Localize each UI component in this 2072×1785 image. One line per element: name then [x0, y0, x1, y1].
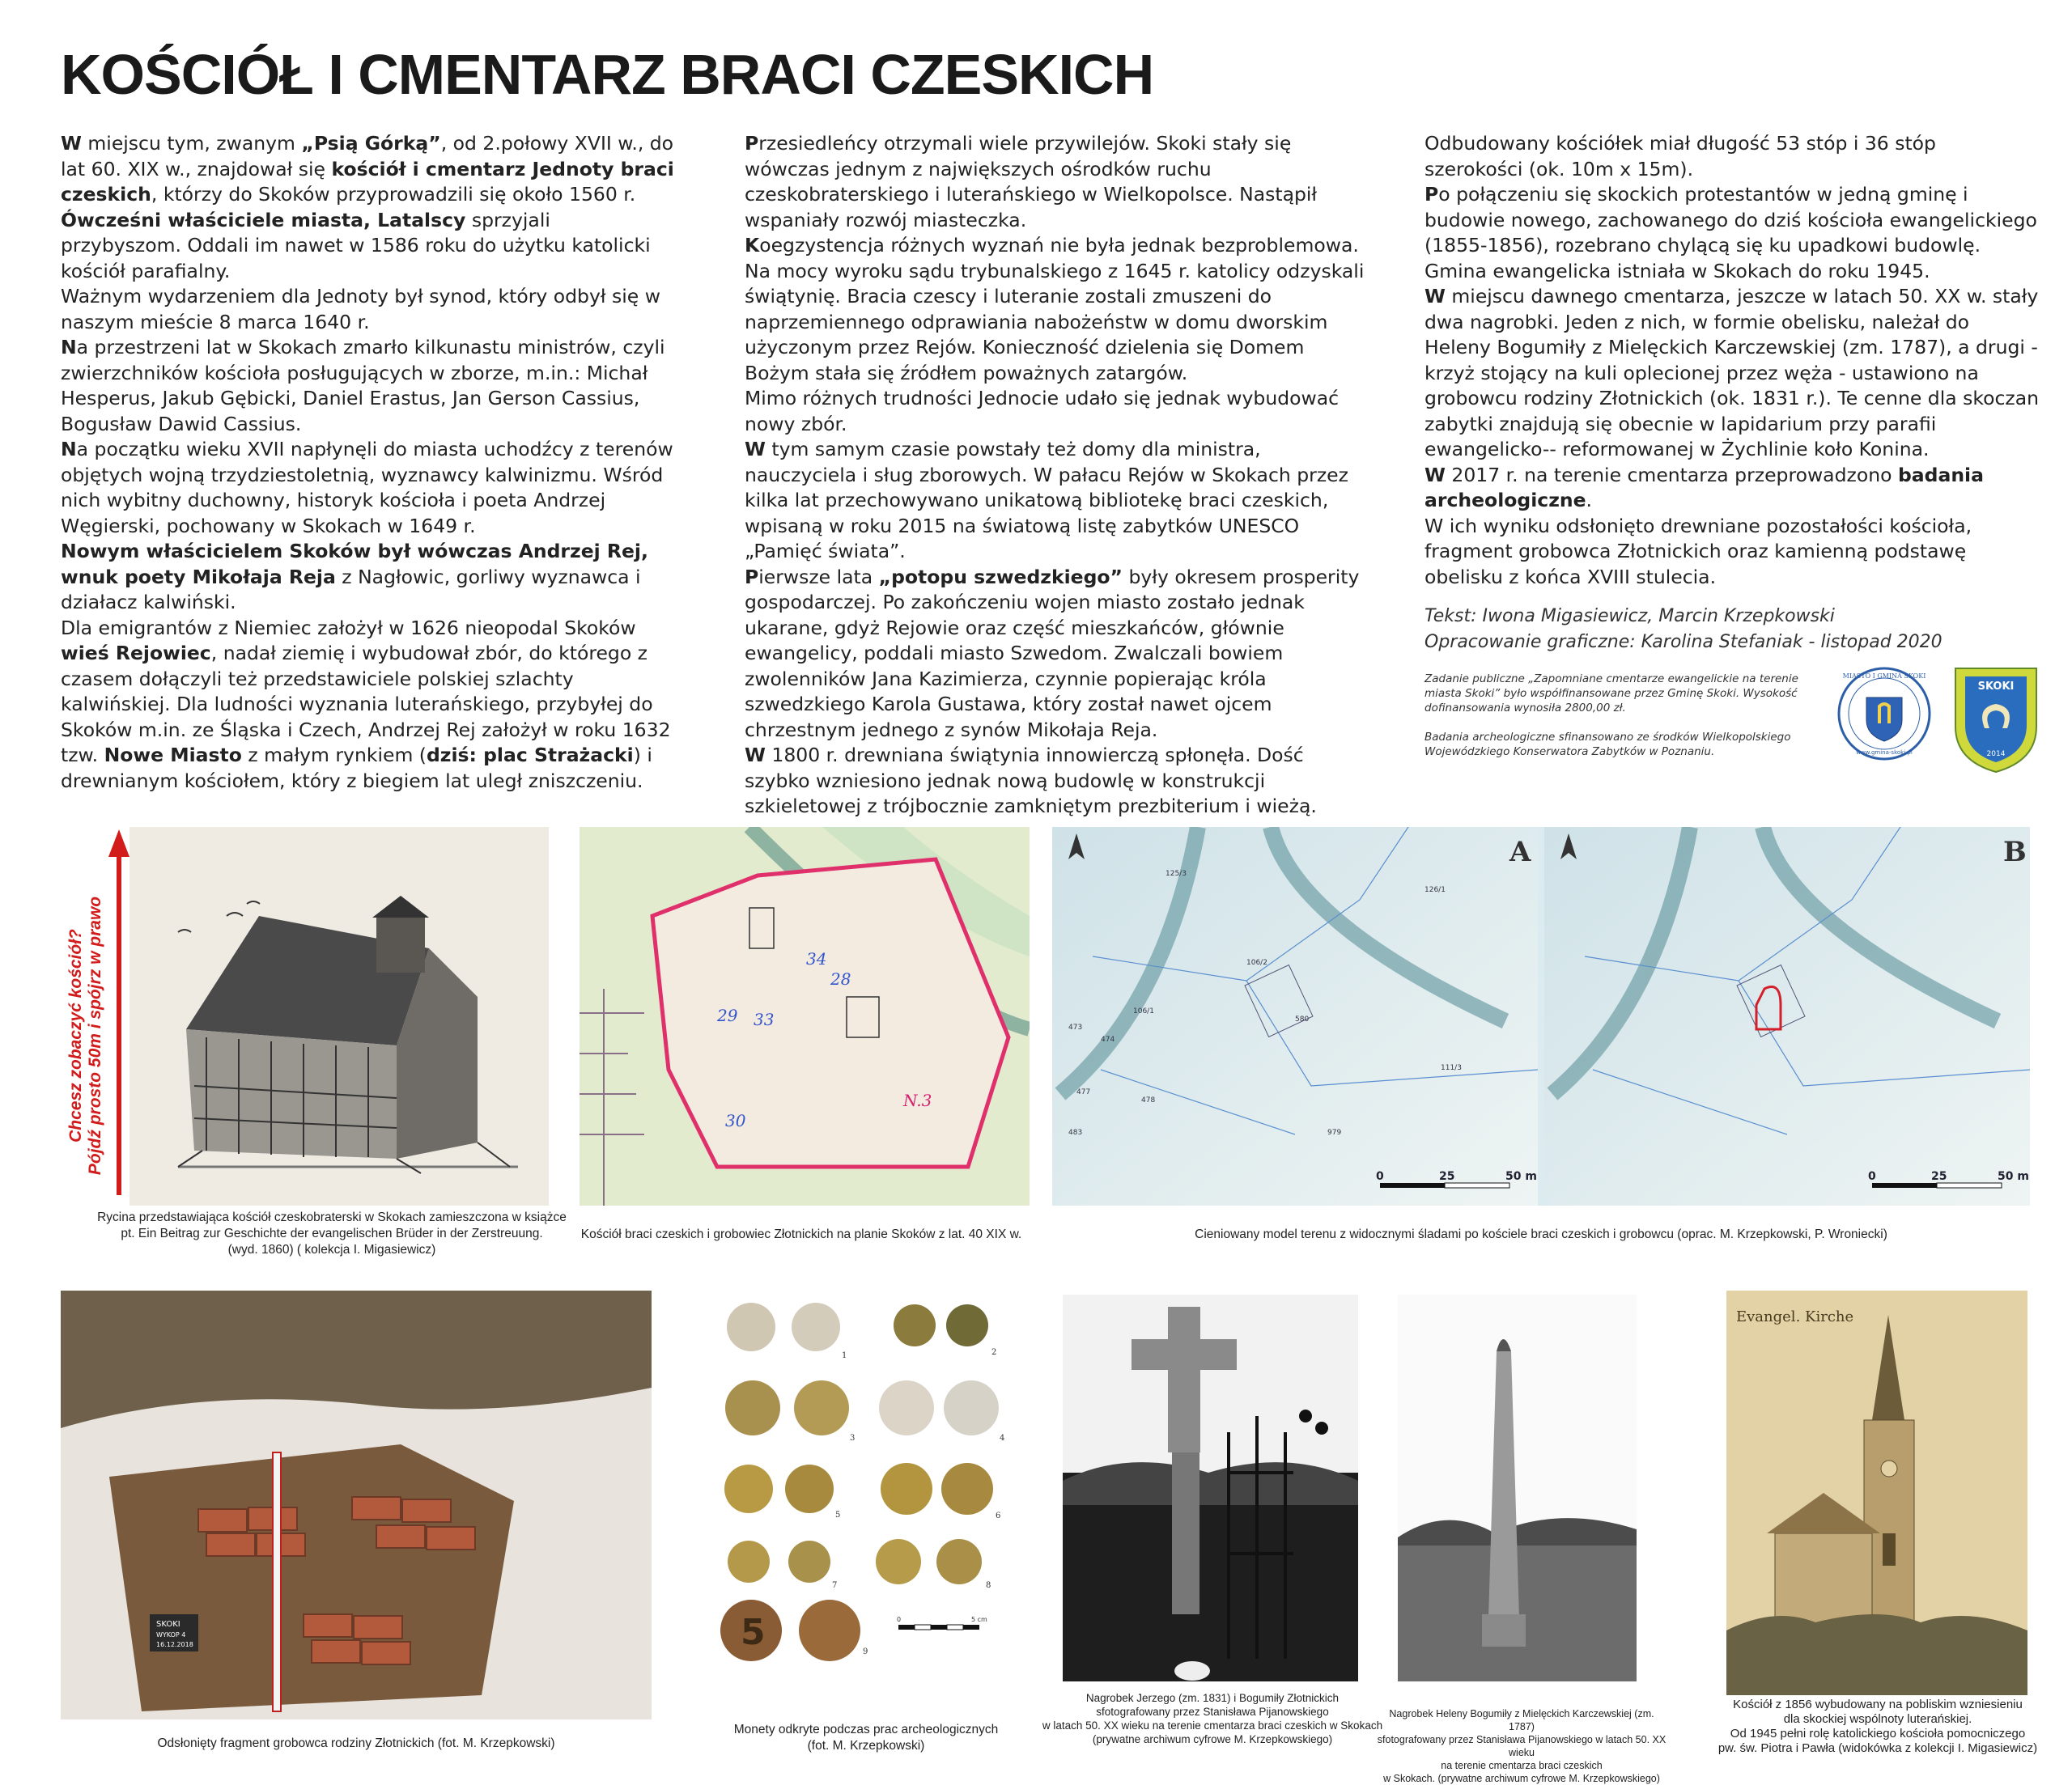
text: Mimo różnych trudności Jednocie udało się jednak wybudować nowy zbór.	[745, 387, 1340, 435]
direction-text	[66, 866, 105, 1206]
text: 2017 r. na terenie cmentarza przeprowadzono	[1445, 463, 1898, 486]
plan-parcel-n3: N.3	[903, 1091, 932, 1110]
parcel-label: 106/2	[1246, 959, 1267, 967]
col3-paragraph	[1424, 182, 2040, 284]
caption-cross-line2: sfotografowany przez Stanisława Pijanowskiego	[1096, 1706, 1329, 1718]
caption-obelisk-line4: w Skokach. (prywatne archiwum cyfrowe M. Krzepkowskiego)	[1383, 1773, 1660, 1784]
cross-gravestone-photo	[1063, 1295, 1358, 1681]
bold-text: kościół i cmentarz Jednoty braci czeskich	[61, 157, 674, 206]
text-column-3	[1424, 131, 2040, 590]
bold-text: wieś Rejowiec	[61, 642, 211, 664]
text: oegzystencja różnych wyznań nie była jednak bezproblemowa. Na mocy wyroku sądu trybunalskiego z 1645 r. katolicy odzyskali świątynię. Bracia czescy i luteranie zostali zmuszeni do naprzemiennego odprawiania nabożeństw w domu dworskim użyczonym przez Rejów. Konieczność dzielenia się Domem Bożym stała się źródłem poważnych zatargów.	[745, 234, 1365, 384]
caption-coins	[696, 1722, 1036, 1754]
text: rzesiedleńcy otrzymali wiele przywilejów. Skoki stały się wówczas jednym z największych ośrodków ruchu czeskobraterskiego i luterańskiego w Wielkopolsce. Nastąpił wspaniały rozwój miasteczka.	[745, 132, 1318, 231]
parcel-label: 478	[1141, 1096, 1156, 1104]
parcel-label: 979	[1327, 1129, 1342, 1137]
caption-engraving	[89, 1210, 575, 1258]
credits-text: Tekst: Iwona Migasiewicz, Marcin Krzepkowski	[1424, 606, 1835, 626]
text: , którzy do Skoków przyprowadzili się około 1560 r.	[151, 183, 636, 206]
plan-parcel-30: 30	[725, 1111, 746, 1130]
terrain-panel-label-b: B	[2003, 836, 2027, 868]
text: , od 2.połowy XVII w., do lat 60. XIX w., znajdował się	[61, 132, 674, 180]
text: a początku wieku XVII napłynęli do miasta uchodźcy z terenów objętych wojną trzydziestoletnią, wyznawcy kalwinizmu. Wśród nich wybitny duchowny, historyk kościoła i poeta Andrzej Węgierski, pochowany w Skokach w 1649 r.	[61, 438, 673, 537]
plan-parcel-28: 28	[830, 969, 851, 989]
gmina-logo-name: MIASTO I GMINA SKOKI	[1842, 672, 1926, 680]
text: W ich wyniku odsłonięto drewniane pozostałości kościoła, fragment grobowca Złotnickich oraz kamienną podstawę obelisku z końca XVIII stulecia.	[1424, 514, 1972, 588]
historic-plan-image	[580, 827, 1030, 1206]
text: .	[1586, 489, 1593, 511]
bold-text: P	[1424, 183, 1439, 206]
col2-paragraph	[745, 386, 1368, 437]
scale-label: 0	[897, 1616, 902, 1623]
caption-obelisk-line1: Nagrobek Heleny Bogumiły z Mielęckich Karczewskiej (zm. 1787)	[1389, 1708, 1654, 1732]
plan-parcel-29: 29	[717, 1006, 738, 1025]
gmina-logo-url: www.gmina-skoki.pl	[1856, 749, 1913, 756]
col3-paragraph	[1424, 284, 2040, 463]
scale-label: 50 m	[1998, 1170, 2029, 1183]
coin-number: 3	[850, 1434, 856, 1443]
scale-label: 50 m	[1505, 1170, 1537, 1183]
caption-cross-line3: w latach 50. XX wieku na terenie cmentarza braci czeskich w Skokach	[1042, 1719, 1383, 1732]
credits-graphics: Opracowanie graficzne: Karolina Stefaniak - listopad 2020	[1424, 632, 1942, 652]
bold-text: P	[745, 132, 759, 155]
col2-paragraph	[745, 743, 1368, 820]
bold-text: W	[745, 438, 766, 460]
parcel-label: 473	[1068, 1024, 1083, 1032]
parcel-label: 111/3	[1441, 1064, 1462, 1072]
col3-paragraph	[1424, 514, 2040, 591]
caption-postcard	[1692, 1698, 2064, 1756]
shield-logo-name: SKOKI	[1977, 681, 2015, 693]
coin-number: 5	[835, 1511, 841, 1520]
terrain-panel-label-a: A	[1509, 836, 1531, 868]
bold-text: W	[745, 744, 766, 766]
bold-text: P	[745, 565, 759, 588]
text: Ważnym wydarzeniem dla Jednoty był synod, który odbył się w naszym mieście 8 marca 1640 r.	[61, 285, 660, 333]
funding-note	[1424, 672, 1829, 759]
obelisk-photo	[1398, 1295, 1637, 1681]
bold-text: W	[61, 132, 82, 155]
text: , nadał ziemię i wybudował zbór, do którego z czasem dołączyli też przedstawiciele polskiej szlachty kalwińskiej. Dla ludności wyznania luterańskiego, przybyłej do Skoków m.in. ze Śląska i Czech, Andrzej Rej założył w roku 1632 tzw.	[61, 642, 671, 766]
bold-text: Nowe Miasto	[104, 744, 242, 766]
direction-text-line1: Chcesz zobaczyć kościół?	[66, 929, 85, 1143]
bold-text: „potopu szwedzkiego”	[878, 565, 1123, 588]
caption-postcard-line4: pw. św. Piotra i Pawła (widokówka z kolekcji I. Migasiewicz)	[1717, 1741, 2038, 1755]
coin-5-zl-icon: 5	[741, 1612, 766, 1653]
text: ierwsze lata	[758, 565, 879, 588]
scale-label: 0	[1868, 1170, 1876, 1183]
text: sprzyjali przybyszom. Oddali im nawet w 1586 roku do użytku katolicki kościół parafialny.	[61, 208, 651, 282]
caption-postcard-line1: Kościół z 1856 wybudowany na pobliskim wzniesieniu	[1733, 1698, 2023, 1711]
text: tym samym czasie powstały też domy dla ministra, nauczyciela i sług zborowych. W pałacu Rejów w Skokach przez kilka lat przechowywano unikatową bibliotekę braci czeskich, wpisaną w roku 2015 na światową listę zabytków UNESCO „Pamięć świata”.	[745, 438, 1348, 562]
bold-text: Nowym właścicielem Skoków był wówczas Andrzej Rej, wnuk poety Mikołaja Reja	[61, 540, 648, 588]
caption-cross-line4: (prywatne archiwum cyfrowe M. Krzepkowskiego)	[1092, 1733, 1333, 1745]
scale-label: 5 cm	[971, 1616, 987, 1623]
postcard-heading: Evangel. Kirche	[1736, 1308, 1854, 1325]
parcel-label: 126/1	[1424, 886, 1446, 894]
caption-coins-line2: (fot. M. Krzepkowski)	[807, 1739, 925, 1753]
col1-paragraph	[61, 539, 676, 616]
parcel-label: 474	[1101, 1036, 1115, 1044]
page-title: KOŚCIÓŁ I CMENTARZ BRACI CZESKICH	[61, 43, 1154, 106]
coin-number: 9	[863, 1647, 868, 1656]
text: o połączeniu się skockich protestantów w jedną gminę i budowie nowego, zachowanego do dziś kościoła ewangelickiego (1855-1856), rozebrano chylącą się ku upadkowi budowlę. Gmina ewangelicka istniała w Skokach do roku 1945.	[1424, 183, 2037, 282]
caption-plan: Kościół braci czeskich i grobowiec Złotnickich na planie Skoków z lat. 40 XIX w.	[580, 1227, 1022, 1241]
shield-logo-year: 2014	[1986, 750, 2006, 758]
caption-coins-line1: Monety odkryte podczas prac archeologicznych	[733, 1723, 999, 1736]
caption-postcard-line3: Od 1945 pełni rolę katolickiego kościoła pomocniczego	[1730, 1727, 2026, 1740]
funding-note-public: Zadanie publiczne „Zapomniane cmentarze ewangelickie na terenie miasta Skoki” było współfinansowane przez Gminę Skoki. Wysokość dofinansowania wynosiła 2800,00 zł.	[1424, 672, 1798, 714]
text: Dla emigrantów z Niemiec założył w 1626 nieopodal Skoków	[61, 616, 636, 639]
coin-number: 6	[996, 1512, 1001, 1520]
col1-paragraph	[61, 284, 676, 335]
scale-label: 25	[1931, 1170, 1947, 1183]
text: a przestrzeni lat w Skokach zmarło kilkunastu ministrów, czyli zwierzchników kościoła posługujących w zborze, m.in.: Michał Hesperus, Jakub Gębicki, Daniel Erastus, Jan Gerson Cassius, Bogusław Dawid Cassius.	[61, 336, 665, 435]
postcard-church-image	[1726, 1291, 2027, 1695]
funding-note-archaeology: Badania archeologiczne sfinansowano ze środków Wielkopolskiego Wojewódzkiego Konserwatora Zabytków w Poznaniu.	[1424, 731, 1791, 758]
credits	[1424, 604, 1942, 655]
col3-paragraph	[1424, 463, 2040, 514]
coin-number: 8	[986, 1581, 991, 1590]
plan-parcel-34: 34	[806, 949, 827, 969]
caption-cross-gravestone	[1026, 1691, 1399, 1746]
bold-text: W	[1424, 285, 1446, 307]
parcel-label: 580	[1295, 1015, 1310, 1024]
parcel-label: 483	[1068, 1129, 1083, 1137]
text: Odbudowany kościółek miał długość 53 stóp i 36 stóp szerokości (ok. 10m x 15m).	[1424, 132, 1936, 180]
caption-terrain-model: Cieniowany model terenu z widocznymi śladami po kościele braci czeskich i grobowcu (oprac. M. Krzepkowski, P. Wroniecki)	[1195, 1227, 1887, 1241]
text: ) i drewnianym kościołem, który z biegiem lat uległ zniszczeniu.	[61, 744, 652, 792]
bold-text: badania archeologiczne	[1424, 463, 1984, 511]
bold-text: N	[61, 336, 77, 358]
direction-text-line2: Pójdź prosto 50m i spójrz w prawo	[86, 896, 104, 1176]
excavation-photo	[61, 1291, 652, 1719]
col2-paragraph	[745, 437, 1368, 565]
excavation-board-date: 16.12.2018	[156, 1641, 193, 1648]
caption-cross-line1: Nagrobek Jerzego (zm. 1831) i Bogumiły Złotnickich	[1085, 1692, 1340, 1704]
col1-paragraph	[61, 437, 676, 539]
col2-paragraph	[745, 233, 1368, 386]
text: miejscu dawnego cmentarza, jeszcze w latach 50. XX w. stały dwa nagrobki. Jeden z nich, w formie obelisku, należał do Heleny Bogumiły z Mielęckich Karczewskiej (zm. 1787), a drugi - krzyż stojący na kuli oplecionej przez węża - ustawiono na grobowcu rodziny Złotnickich (ok. 1831 r.). Te cenne dla skoczan zabytki znajdują się obecnie w lapidarium przy parafii ewangelicko-- reformowanej w Żychlinie koło Konina.	[1424, 285, 2040, 460]
bold-text: „Psią Górką”	[301, 132, 441, 155]
engraving-image	[130, 827, 549, 1206]
scale-label: 0	[1376, 1170, 1384, 1183]
caption-postcard-line2: dla skockiej wspólnoty luterańskiej.	[1783, 1712, 1972, 1726]
bold-text: Ówcześni właściciele miasta, Latalscy	[61, 208, 466, 231]
caption-excavation: Odsłonięty fragment grobowca rodziny Złotnickich (fot. M. Krzepkowski)	[157, 1736, 555, 1750]
caption-obelisk	[1376, 1707, 1667, 1785]
col1-paragraph	[61, 131, 676, 208]
skoki-shield-logo	[1951, 665, 2041, 774]
text: były okresem prosperity gospodarczej. Po zakończeniu wojen miasto zostało jednak ukarane, gdyż Rejowie oraz część mieszkańców, głównie ewangelicy, poddali miasto Szwedom. Zwalczali bowiem zwolenników Jana Kazimierza, czynnie popierając króla szwedzkiego Karola Gustawa, który został nawet ojcem chrzestnym jednego z synów Mikołaja Reja.	[745, 565, 1360, 741]
excavation-board-sub: WYKOP 4	[156, 1631, 186, 1639]
direction-arrow	[107, 829, 131, 1198]
col1-paragraph	[61, 335, 676, 437]
parcel-label: 125/3	[1166, 870, 1187, 878]
text: miejscu tym, zwanym	[81, 132, 302, 155]
text: z Nagłowic, gorliwy wyznawca i działacz kalwiński.	[61, 565, 641, 613]
caption-engraving-line1: Rycina przedstawiająca kościół czeskobraterski w Skokach zamieszczona w książce	[97, 1210, 567, 1224]
parcel-label: 106/1	[1133, 1007, 1154, 1015]
caption-engraving-line2: pt. Ein Beitrag zur Geschichte der evangelischen Brüder in der Zerstreuung.	[121, 1227, 543, 1240]
coin-number: 7	[832, 1581, 838, 1590]
col3-paragraph	[1424, 131, 2040, 182]
col2-paragraph	[745, 131, 1368, 233]
coins-scale-bar	[897, 1616, 987, 1630]
bold-text: N	[61, 438, 77, 460]
coin-number: 2	[991, 1348, 997, 1357]
coins-photo	[712, 1295, 1020, 1663]
coin-number: 1	[842, 1351, 847, 1360]
caption-obelisk-line3: na terenie cmentarza braci czeskich	[1441, 1760, 1603, 1771]
col1-paragraph	[61, 208, 676, 285]
text: z małym rynkiem (	[241, 744, 427, 766]
terrain-model-image	[1052, 827, 2030, 1206]
bold-text: W	[1424, 463, 1446, 486]
text-column-1	[61, 131, 676, 794]
col1-paragraph	[61, 616, 676, 795]
plan-parcel-33: 33	[754, 1010, 775, 1029]
excavation-board-label: SKOKI	[156, 1620, 180, 1629]
caption-obelisk-line2: sfotografowany przez Stanisława Pijanowskiego w latach 50. XX wieku	[1377, 1734, 1667, 1758]
gmina-skoki-logo	[1836, 665, 1933, 770]
bold-text: K	[745, 234, 760, 257]
text: 1800 r. drewniana świątynia innowierczą spłonęła. Dość szybko wzniesiono jednak nową budowlę w konstrukcji szkieletowej z trójbocznie zamkniętym prezbiterium i wieżą.	[745, 744, 1317, 817]
parcel-label: 477	[1076, 1088, 1091, 1096]
coin-number: 4	[1000, 1434, 1005, 1443]
bold-text: dziś: plac Strażacki	[426, 744, 634, 766]
caption-engraving-line3: (wyd. 1860) ( kolekcja I. Migasiewicz)	[227, 1243, 436, 1257]
col2-paragraph	[745, 565, 1368, 744]
text-column-2	[745, 131, 1368, 820]
scale-label: 25	[1439, 1170, 1455, 1183]
